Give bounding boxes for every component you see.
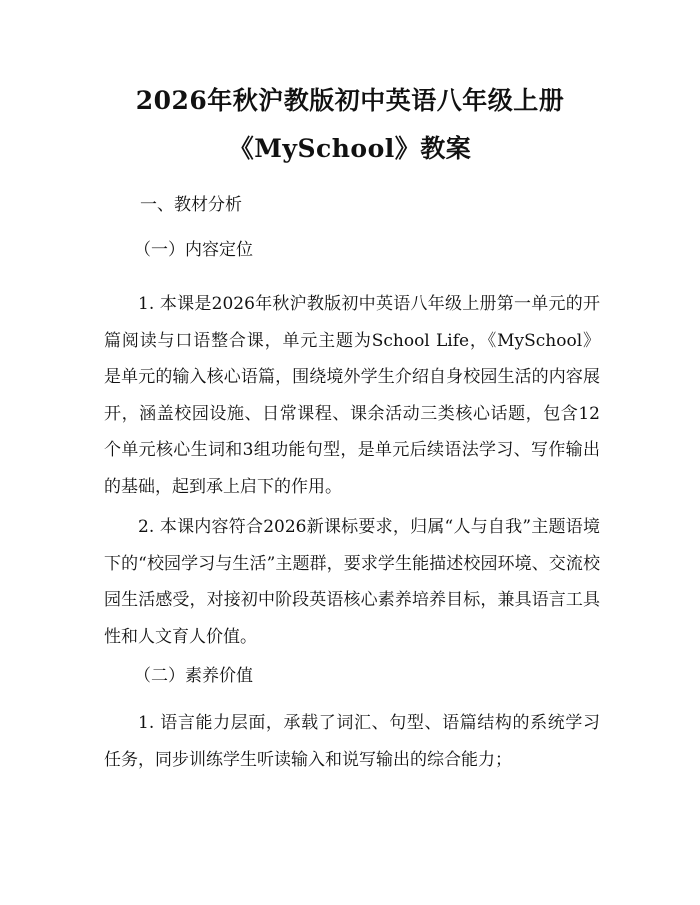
document-title-line-2: 《MySchool》教案	[228, 134, 472, 163]
paragraph-content-positioning-1: 1. 本课是2026年秋沪教版初中英语八年级上册第一单元的开篇阅读与口语整合课，单元主题为School Life，《MySchool》是单元的输入核心语篇，围绕境外学生介绍自身校园生活的内容展开，涵盖校园设施、日常课程、课余活动三类核心话题，包含12个单元核心生词和3组功能句型，是单元后续语法学习、写作输出的基础，起到承上启下的作用。	[104, 294, 600, 497]
document-title-line-1: 2026年秋沪教版初中英语八年级上册	[135, 86, 565, 115]
subsection-heading-literacy-value: （二）素养价值	[134, 666, 253, 686]
paragraph-content-positioning-2: 2. 本课内容符合2026新课标要求，归属“人与自我”主题语境下的“校园学习与生活”主题群，要求学生能描述校园环境、交流校园生活感受，对接初中阶段英语核心素养培养目标，兼具语言工具性和人文育人价值。	[104, 517, 600, 647]
section-heading-textbook-analysis: 一、教材分析	[140, 195, 242, 215]
subsection-heading-content-positioning: （一）内容定位	[134, 240, 253, 260]
paragraph-literacy-value-1: 1. 语言能力层面，承载了词汇、句型、语篇结构的系统学习任务，同步训练学生听读输入和说写输出的综合能力；	[104, 713, 600, 770]
